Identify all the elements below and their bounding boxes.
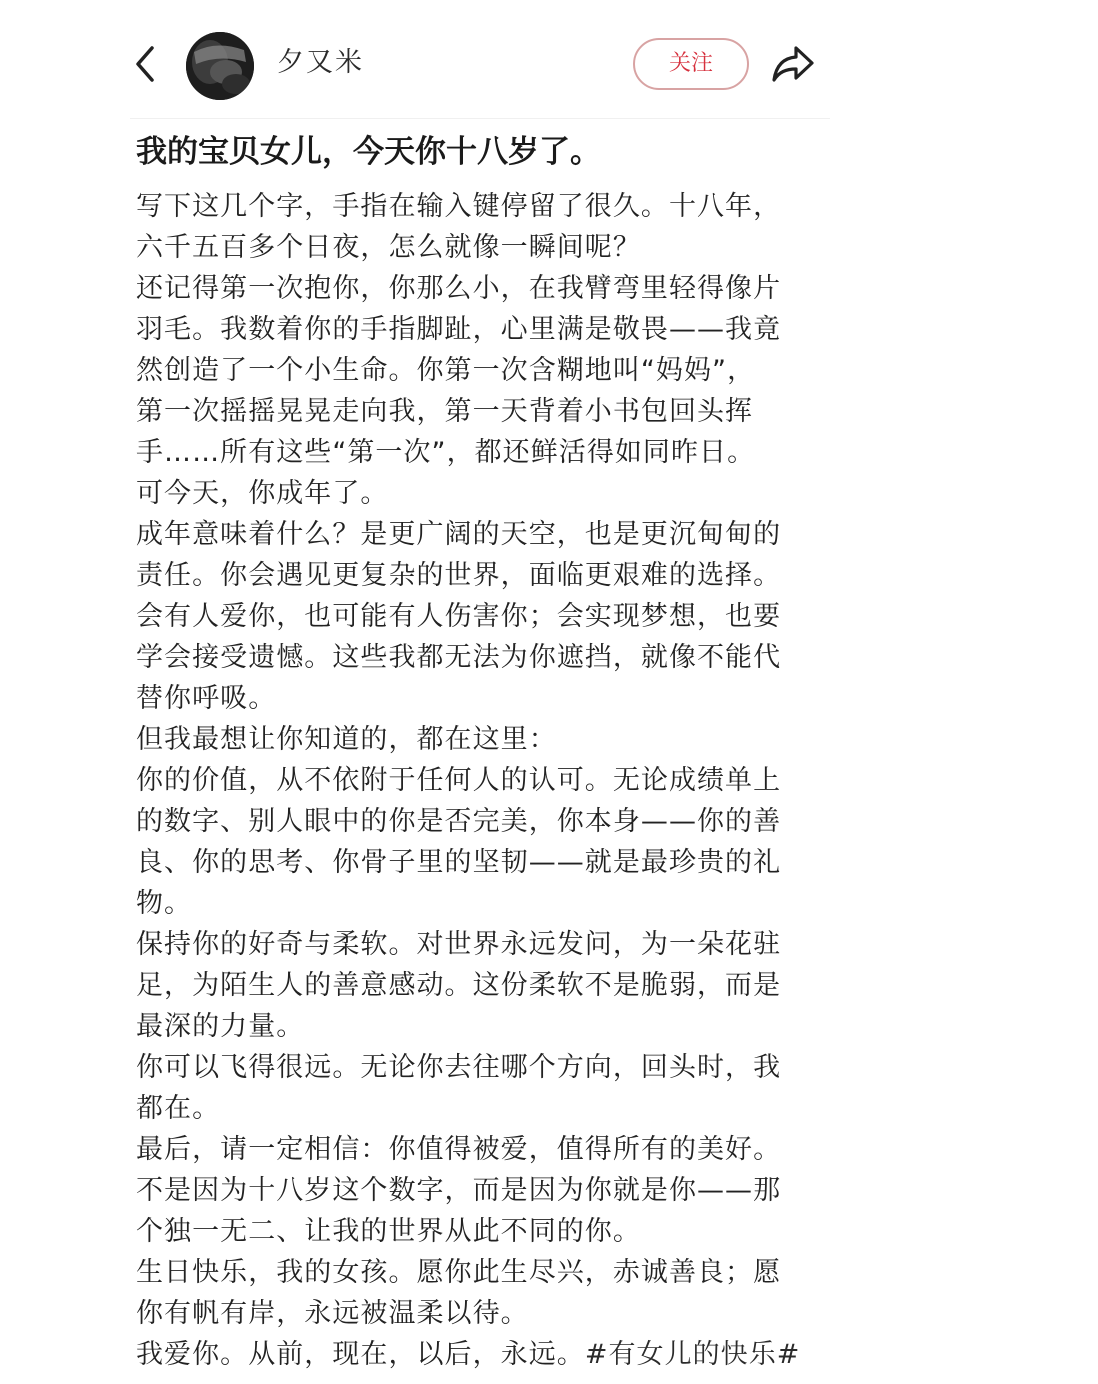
article-line: 学会接受遗憾。这些我都无法为你遮挡，就像不能代 xyxy=(136,642,782,673)
article-line: 生日快乐，我的女孩。愿你此生尽兴，赤诚善良；愿 xyxy=(136,1257,782,1288)
article-body xyxy=(136,186,806,1375)
article-line: 你有帆有岸，永远被温柔以待。 xyxy=(136,1298,529,1329)
article-line: 责任。你会遇见更复杂的世界，面临更艰难的选择。 xyxy=(136,560,782,591)
article-line: 手……所有这些“第一次”，都还鲜活得如同昨日。 xyxy=(136,437,756,468)
closing-text: 我爱你。从前，现在，以后，永远。 xyxy=(136,1339,585,1370)
article-line: 羽毛。我数着你的手指脚趾，心里满是敬畏——我竟 xyxy=(136,314,782,345)
share-button[interactable] xyxy=(770,42,816,86)
article-line: 都在。 xyxy=(136,1093,221,1124)
article-line: 的数字、别人眼中的你是否完美，你本身——你的善 xyxy=(136,806,782,837)
follow-button[interactable]: 关注 xyxy=(633,38,749,90)
article-line: 可今天，你成年了。 xyxy=(136,478,389,509)
article-line: 不是因为十八岁这个数字，而是因为你就是你——那 xyxy=(136,1175,782,1206)
article-line: 最后，请一定相信：你值得被爱，值得所有的美好。 xyxy=(136,1134,782,1165)
article-line: 你可以飞得很远。无论你去往哪个方向，回头时，我 xyxy=(136,1052,782,1083)
article-last-line xyxy=(136,1334,806,1375)
article-line: 良、你的思考、你骨子里的坚韧——就是最珍贵的礼 xyxy=(136,847,782,878)
avatar-image xyxy=(186,32,254,100)
share-arrow-icon xyxy=(770,42,816,86)
author-name[interactable]: 夕又米 xyxy=(277,47,364,78)
article-line: 你的价值，从不依附于任何人的认可。无论成绩单上 xyxy=(136,765,782,796)
article-line: 会有人爱你，也可能有人伤害你；会实现梦想，也要 xyxy=(136,601,782,632)
article-line: 第一次摇摇晃晃走向我，第一天背着小书包回头挥 xyxy=(136,396,754,427)
article-header xyxy=(0,0,1098,118)
back-button[interactable] xyxy=(128,42,164,86)
article-line: 保持你的好奇与柔软。对世界永远发问，为一朵花驻 xyxy=(136,929,782,960)
article-line: 写下这几个字，手指在输入键停留了很久。十八年， xyxy=(136,191,782,222)
hashtag-link[interactable]: #有女儿的快乐# xyxy=(584,1339,801,1370)
author-avatar[interactable] xyxy=(186,32,254,100)
article-line: 足，为陌生人的善意感动。这份柔软不是脆弱，而是 xyxy=(136,970,782,1001)
article-line: 替你呼吸。 xyxy=(136,683,277,714)
chevron-left-icon xyxy=(128,42,164,86)
article-line: 成年意味着什么？是更广阔的天空，也是更沉甸甸的 xyxy=(136,519,782,550)
article-line: 还记得第一次抱你，你那么小，在我臂弯里轻得像片 xyxy=(136,273,782,304)
article-line: 然创造了一个小生命。你第一次含糊地叫“妈妈”， xyxy=(136,355,756,386)
article-line: 物。 xyxy=(136,888,193,919)
header-divider xyxy=(130,118,830,119)
article-line: 但我最想让你知道的，都在这里： xyxy=(136,724,557,755)
article-line: 个独一无二、让我的世界从此不同的你。 xyxy=(136,1216,641,1247)
article-line: 六千五百多个日夜，怎么就像一瞬间呢？ xyxy=(136,232,641,263)
article-line: 最深的力量。 xyxy=(136,1011,305,1042)
article-title: 我的宝贝女儿，今天你十八岁了。 xyxy=(136,134,601,170)
